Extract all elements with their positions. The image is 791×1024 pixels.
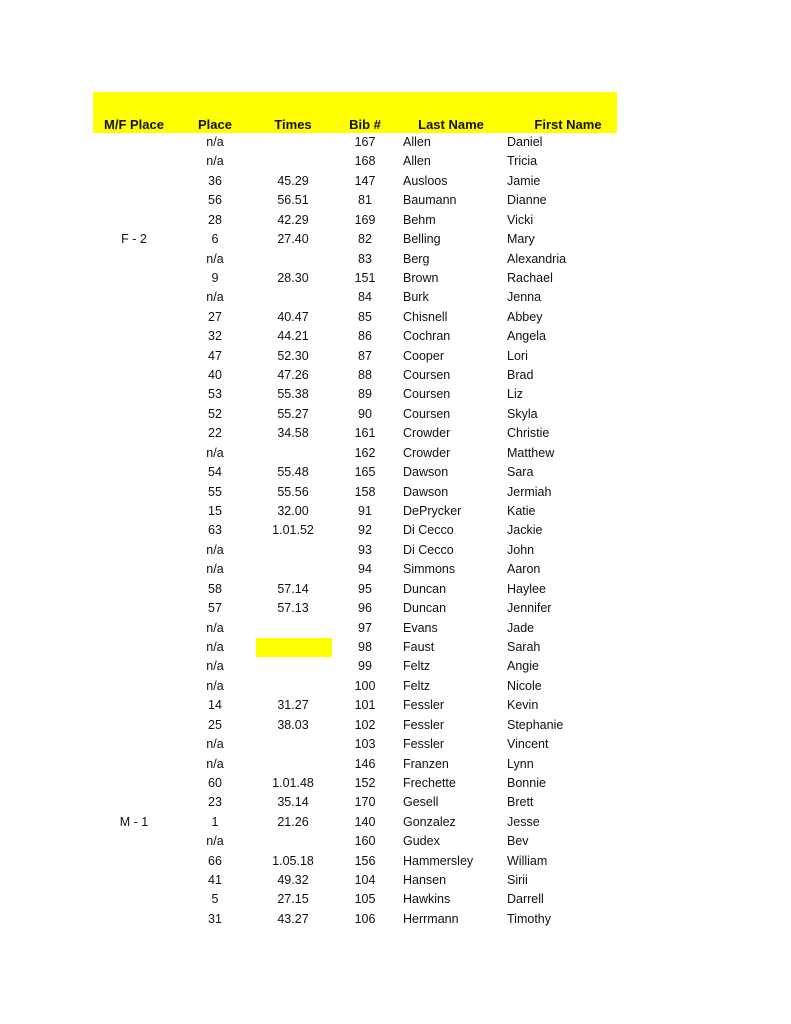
cell-first-name: Rachael <box>507 270 553 285</box>
cell-place: n/a <box>206 251 224 266</box>
table-row <box>93 250 617 269</box>
cell-place: 15 <box>208 504 222 519</box>
cell-bib: 102 <box>354 717 376 732</box>
cell-last-name: Dawson <box>403 484 449 499</box>
cell-last-name: Fessler <box>403 737 444 752</box>
cell-bib: 165 <box>354 465 376 480</box>
cell-last-name: Gonzalez <box>403 814 456 829</box>
cell-place: n/a <box>206 562 224 577</box>
table-row <box>93 657 617 676</box>
table-header <box>93 92 617 133</box>
cell-last-name: Coursen <box>403 368 451 383</box>
table-row <box>93 871 617 890</box>
cell-bib: 88 <box>358 368 372 383</box>
cell-place: n/a <box>206 620 224 635</box>
cell-first-name: Lori <box>507 348 528 363</box>
cell-place: n/a <box>206 542 224 557</box>
cell-last-name: Fessler <box>403 698 444 713</box>
cell-place: 57 <box>208 601 222 616</box>
cell-last-name: Hawkins <box>403 892 451 907</box>
cell-first-name: Sarah <box>507 639 541 654</box>
cell-bib: 101 <box>354 698 376 713</box>
cell-first-name: Tricia <box>507 154 538 169</box>
cell-time: 45.29 <box>277 173 309 188</box>
cell-first-name: Vicki <box>507 212 534 227</box>
table-row <box>93 211 617 230</box>
cell-last-name: DePrycker <box>403 504 462 519</box>
cell-bib: 84 <box>358 290 372 305</box>
cell-last-name: Hammersley <box>403 853 474 868</box>
cell-time: 55.56 <box>277 484 309 499</box>
cell-time: 44.21 <box>277 329 309 344</box>
results-sheet <box>93 92 617 929</box>
table-row <box>93 890 617 909</box>
cell-bib: 81 <box>358 193 372 208</box>
cell-last-name: Simmons <box>403 562 456 577</box>
cell-place: 66 <box>208 853 222 868</box>
cell-first-name: Mary <box>507 232 535 247</box>
cell-first-name: Vincent <box>507 737 549 752</box>
cell-place: n/a <box>206 445 224 460</box>
cell-bib: 152 <box>354 775 376 790</box>
cell-last-name: Faust <box>403 639 435 654</box>
cell-time: 55.38 <box>277 387 309 402</box>
cell-last-name: Herrmann <box>403 911 459 926</box>
cell-bib: 90 <box>358 406 372 421</box>
table-row <box>93 133 617 152</box>
table-row <box>93 347 617 366</box>
table-row <box>93 677 617 696</box>
cell-last-name: Burk <box>403 290 429 305</box>
header-mf-place: M/F Place <box>104 117 164 132</box>
cell-mf-place: M - 1 <box>119 814 149 829</box>
cell-place: n/a <box>206 737 224 752</box>
cell-first-name: Jennifer <box>507 601 552 616</box>
cell-bib: 98 <box>358 639 372 654</box>
table-row <box>93 541 617 560</box>
cell-last-name: Crowder <box>403 426 451 441</box>
cell-last-name: Evans <box>403 620 438 635</box>
cell-bib: 156 <box>354 853 376 868</box>
cell-time: 21.26 <box>277 814 309 829</box>
table-row <box>93 288 617 307</box>
cell-place: 28 <box>208 212 222 227</box>
table-row <box>93 852 617 871</box>
cell-last-name: Gudex <box>403 834 440 849</box>
header-place: Place <box>198 117 232 132</box>
cell-last-name: Di Cecco <box>403 523 454 538</box>
cell-time: 56.51 <box>277 193 309 208</box>
cell-place: 14 <box>208 698 222 713</box>
cell-place: 5 <box>211 892 219 907</box>
cell-time: 57.13 <box>277 601 309 616</box>
table-row <box>93 619 617 638</box>
header-bib: Bib # <box>349 117 381 132</box>
cell-place: 6 <box>211 232 219 247</box>
cell-first-name: Bonnie <box>507 775 546 790</box>
table-row <box>93 230 617 249</box>
table-row <box>93 638 617 657</box>
table-row <box>93 172 617 191</box>
cell-place: n/a <box>206 290 224 305</box>
cell-first-name: Christie <box>507 426 550 441</box>
cell-first-name: Aaron <box>507 562 541 577</box>
cell-last-name: Fessler <box>403 717 444 732</box>
cell-last-name: Baumann <box>403 193 457 208</box>
cell-place: 56 <box>208 193 222 208</box>
table-row <box>93 580 617 599</box>
cell-place: 58 <box>208 581 222 596</box>
table-row <box>93 385 617 404</box>
cell-last-name: Allen <box>403 135 431 149</box>
cell-place: 52 <box>208 406 222 421</box>
cell-bib: 94 <box>358 562 372 577</box>
table-row <box>93 774 617 793</box>
cell-first-name: Lynn <box>507 756 534 771</box>
cell-bib: 160 <box>354 834 376 849</box>
cell-last-name: Belling <box>403 232 441 247</box>
table-row <box>93 735 617 754</box>
table-row <box>93 444 617 463</box>
cell-last-name: Coursen <box>403 387 451 402</box>
cell-first-name: Angie <box>507 659 539 674</box>
table-row <box>93 463 617 482</box>
cell-first-name: Nicole <box>507 678 542 693</box>
cell-last-name: Brown <box>403 270 439 285</box>
table-row <box>93 793 617 812</box>
table-row <box>93 269 617 288</box>
cell-last-name: Allen <box>403 154 431 169</box>
cell-bib: 158 <box>354 484 376 499</box>
cell-first-name: Angela <box>507 329 546 344</box>
table-row <box>93 599 617 618</box>
cell-first-name: Brett <box>507 795 534 810</box>
cell-first-name: Bev <box>507 834 529 849</box>
cell-first-name: Timothy <box>507 911 551 926</box>
cell-time: 42.29 <box>277 212 309 227</box>
cell-bib: 85 <box>358 309 372 324</box>
cell-bib: 170 <box>354 795 376 810</box>
cell-place: 53 <box>208 387 222 402</box>
cell-time: 38.03 <box>277 717 309 732</box>
cell-bib: 97 <box>358 620 372 635</box>
cell-time: 28.30 <box>277 270 309 285</box>
table-row <box>93 755 617 774</box>
cell-first-name: John <box>507 542 535 557</box>
cell-last-name: Duncan <box>403 581 447 596</box>
header-times: Times <box>274 117 312 132</box>
cell-bib: 167 <box>354 135 376 149</box>
cell-time: 55.48 <box>277 465 309 480</box>
cell-place: 1 <box>211 814 219 829</box>
cell-place: 27 <box>208 309 222 324</box>
cell-time: 52.30 <box>277 348 309 363</box>
cell-bib: 99 <box>358 659 372 674</box>
table-row <box>93 308 617 327</box>
cell-place: n/a <box>206 659 224 674</box>
table-row <box>93 910 617 929</box>
table-body <box>93 133 617 929</box>
cell-time: 27.40 <box>277 232 309 247</box>
cell-place: n/a <box>206 834 224 849</box>
cell-bib: 82 <box>358 232 372 247</box>
cell-time: 47.26 <box>277 368 309 383</box>
table-row <box>93 813 617 832</box>
cell-last-name: Cochran <box>403 329 451 344</box>
cell-bib: 103 <box>354 737 376 752</box>
cell-bib: 93 <box>358 542 372 557</box>
cell-place: 22 <box>208 426 222 441</box>
cell-place: 9 <box>211 270 219 285</box>
cell-bib: 168 <box>354 154 376 169</box>
cell-bib: 147 <box>354 173 376 188</box>
cell-place: n/a <box>206 154 224 169</box>
cell-place: 36 <box>208 173 222 188</box>
header-first-name: First Name <box>534 117 602 132</box>
cell-bib: 106 <box>354 911 376 926</box>
cell-bib: 161 <box>354 426 376 441</box>
cell-time: 1.01.52 <box>272 523 314 538</box>
cell-last-name: Ausloos <box>403 173 448 188</box>
cell-first-name: Jamie <box>507 173 541 188</box>
cell-bib: 86 <box>358 329 372 344</box>
cell-last-name: Cooper <box>403 348 444 363</box>
cell-bib: 146 <box>354 756 376 771</box>
cell-time: 35.14 <box>277 795 309 810</box>
cell-last-name: Feltz <box>403 659 431 674</box>
cell-first-name: Jenna <box>507 290 542 305</box>
cell-first-name: Stephanie <box>507 717 564 732</box>
cell-last-name: Di Cecco <box>403 542 454 557</box>
table-row <box>93 366 617 385</box>
cell-last-name: Franzen <box>403 756 449 771</box>
cell-place: n/a <box>206 756 224 771</box>
cell-last-name: Hansen <box>403 873 447 888</box>
cell-first-name: William <box>507 853 548 868</box>
table-row <box>93 152 617 171</box>
cell-bib: 83 <box>358 251 372 266</box>
table-row <box>93 716 617 735</box>
cell-place: 32 <box>208 329 222 344</box>
cell-time <box>256 638 332 657</box>
cell-time: 57.14 <box>277 581 309 596</box>
cell-bib: 104 <box>354 873 376 888</box>
cell-bib: 92 <box>358 523 372 538</box>
cell-first-name: Sirii <box>507 873 528 888</box>
cell-first-name: Brad <box>507 368 534 383</box>
cell-first-name: Jesse <box>507 814 540 829</box>
cell-time: 1.01.48 <box>272 775 314 790</box>
cell-time: 43.27 <box>277 911 309 926</box>
cell-place: 25 <box>208 717 222 732</box>
cell-bib: 95 <box>358 581 372 596</box>
table-row <box>93 502 617 521</box>
cell-first-name: Jackie <box>507 523 543 538</box>
cell-bib: 87 <box>358 348 372 363</box>
cell-bib: 151 <box>354 270 376 285</box>
cell-last-name: Duncan <box>403 601 447 616</box>
table-row <box>93 521 617 540</box>
cell-first-name: Skyla <box>507 406 538 421</box>
cell-place: 31 <box>208 911 222 926</box>
table-row <box>93 832 617 851</box>
cell-place: n/a <box>206 678 224 693</box>
cell-last-name: Chisnell <box>403 309 448 324</box>
cell-time: 49.32 <box>277 873 309 888</box>
cell-mf-place: F - 2 <box>121 232 147 247</box>
cell-first-name: Dianne <box>507 193 547 208</box>
cell-first-name: Liz <box>507 387 523 402</box>
cell-last-name: Feltz <box>403 678 431 693</box>
cell-time: 55.27 <box>277 406 309 421</box>
cell-place: n/a <box>206 135 224 149</box>
cell-place: 23 <box>208 795 222 810</box>
cell-bib: 91 <box>358 504 372 519</box>
table-row <box>93 424 617 443</box>
cell-time: 40.47 <box>277 309 309 324</box>
cell-first-name: Abbey <box>507 309 543 324</box>
cell-first-name: Alexandria <box>507 251 567 266</box>
cell-first-name: Sara <box>507 465 534 480</box>
cell-last-name: Gesell <box>403 795 439 810</box>
cell-time: 32.00 <box>277 504 309 519</box>
cell-place: 60 <box>208 775 222 790</box>
cell-first-name: Katie <box>507 504 536 519</box>
cell-first-name: Darrell <box>507 892 544 907</box>
table-row <box>93 483 617 502</box>
cell-first-name: Kevin <box>507 698 539 713</box>
cell-last-name: Coursen <box>403 406 451 421</box>
cell-bib: 105 <box>354 892 376 907</box>
cell-bib: 100 <box>354 678 376 693</box>
cell-place: 55 <box>208 484 222 499</box>
cell-time: 31.27 <box>277 698 309 713</box>
cell-first-name: Daniel <box>507 135 543 149</box>
table-row <box>93 696 617 715</box>
cell-last-name: Berg <box>403 251 430 266</box>
cell-place: 54 <box>208 465 222 480</box>
cell-time: 34.58 <box>277 426 309 441</box>
cell-last-name: Dawson <box>403 465 449 480</box>
cell-first-name: Haylee <box>507 581 546 596</box>
cell-first-name: Matthew <box>507 445 555 460</box>
cell-first-name: Jade <box>507 620 535 635</box>
cell-bib: 89 <box>358 387 372 402</box>
cell-first-name: Jermiah <box>507 484 552 499</box>
table-row <box>93 191 617 210</box>
cell-place: n/a <box>206 639 224 654</box>
header-last-name: Last Name <box>418 117 484 132</box>
cell-last-name: Behm <box>403 212 436 227</box>
cell-time: 27.15 <box>277 892 309 907</box>
table-row <box>93 405 617 424</box>
cell-last-name: Crowder <box>403 445 451 460</box>
cell-bib: 140 <box>354 814 376 829</box>
cell-time: 1.05.18 <box>272 853 314 868</box>
cell-place: 63 <box>208 523 222 538</box>
cell-bib: 96 <box>358 601 372 616</box>
cell-place: 40 <box>208 368 222 383</box>
table-row <box>93 560 617 579</box>
cell-bib: 169 <box>354 212 376 227</box>
cell-place: 41 <box>208 873 222 888</box>
table-row <box>93 327 617 346</box>
cell-last-name: Frechette <box>403 775 456 790</box>
cell-place: 47 <box>208 348 222 363</box>
cell-bib: 162 <box>354 445 376 460</box>
